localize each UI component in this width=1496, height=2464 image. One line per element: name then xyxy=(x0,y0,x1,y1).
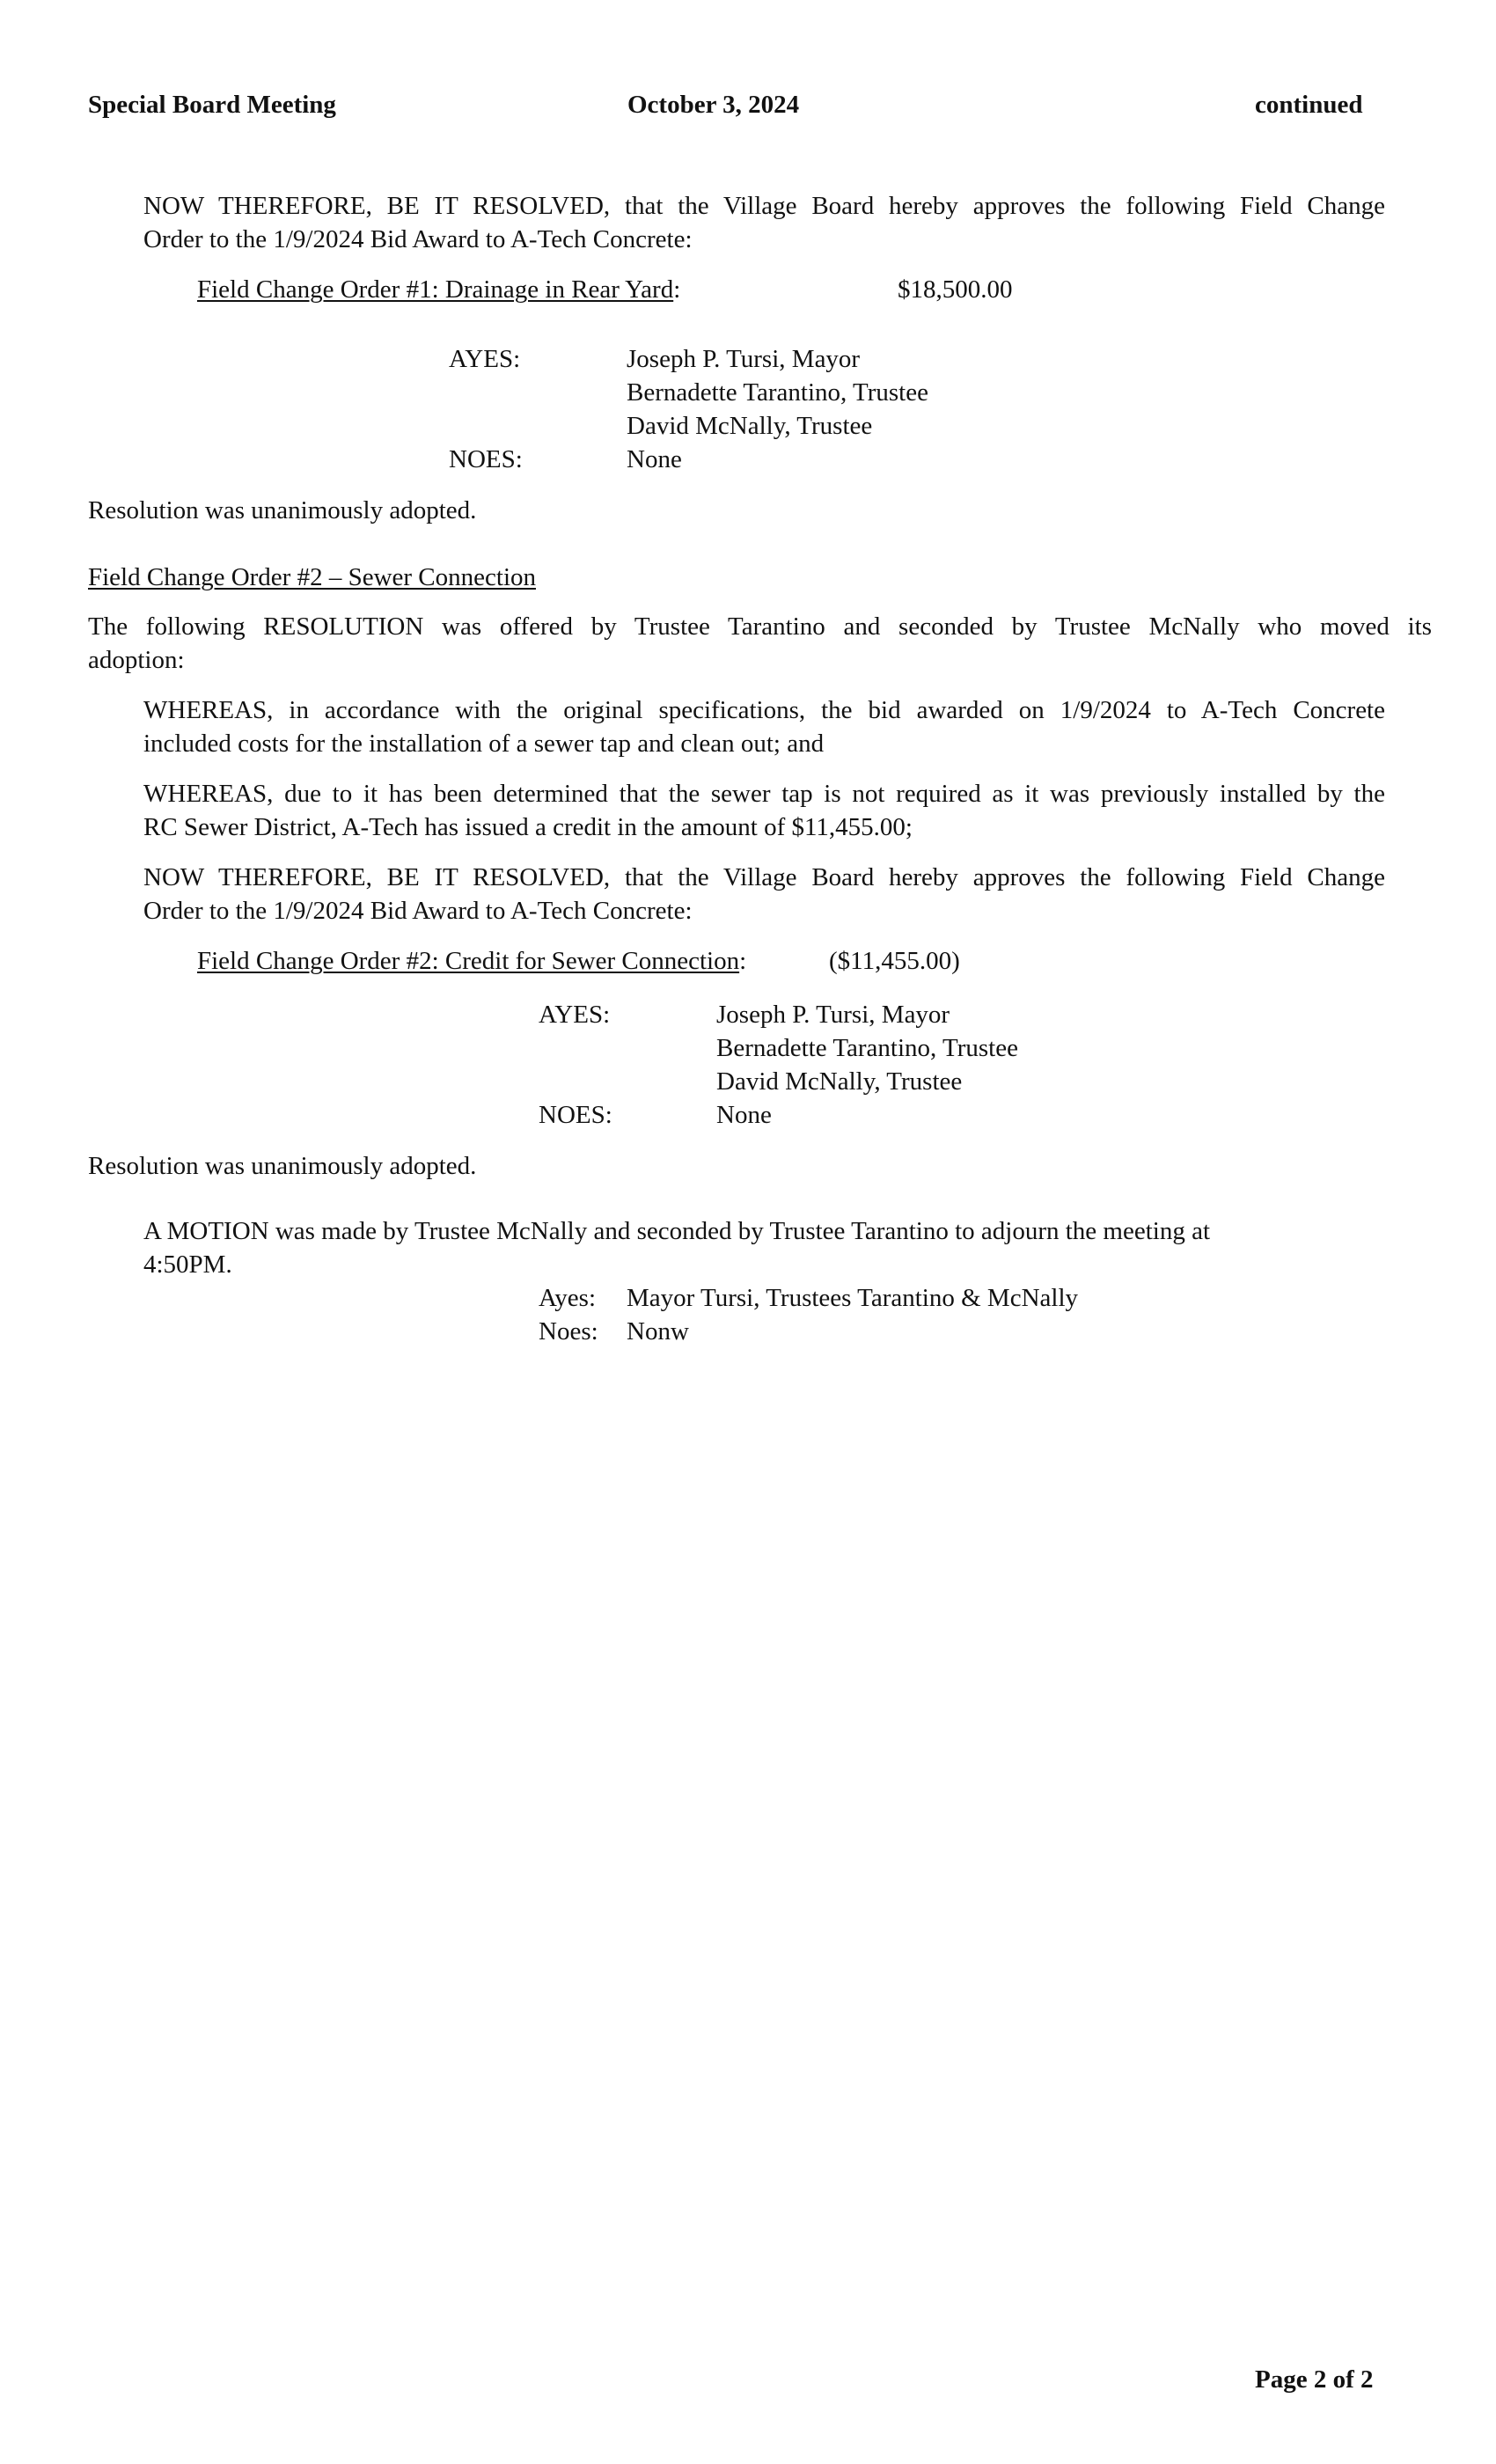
header-meeting-title: Special Board Meeting xyxy=(88,91,336,119)
noes-label: NOES: xyxy=(449,445,523,473)
ayes-label: AYES: xyxy=(449,345,521,373)
page-number: Page 2 of 2 xyxy=(1255,2365,1374,2394)
whereas-paragraph-2: WHEREAS, due to it has been determined that the sewer tap is not required as it was previously installed by the RC Sewer District, A-Tech has issued a credit in the amount of $11,455.00; xyxy=(143,780,1385,841)
field-change-order-2-amount: ($11,455.00) xyxy=(829,947,960,975)
resolution-adopted-note: Resolution was unanimously adopted. xyxy=(88,1152,477,1180)
motion-ayes-value: Mayor Tursi, Trustees Tarantino & McNally xyxy=(627,1284,1079,1312)
motion-noes-value: Nonw xyxy=(627,1317,689,1346)
whereas-paragraph-1: WHEREAS, in accordance with the original specifications, the bid awarded on 1/9/2024 to A-Tech Concrete included costs for the installation of a sewer tap and clean out; and xyxy=(143,696,1385,758)
aye-voter: David McNally, Trustee xyxy=(627,412,873,440)
field-change-order-1-amount: $18,500.00 xyxy=(898,275,1013,304)
aye-voter: Joseph P. Tursi, Mayor xyxy=(627,345,861,373)
header-meeting-date: October 3, 2024 xyxy=(627,91,800,119)
adjourn-motion-paragraph: A MOTION was made by Trustee McNally and seconded by Trustee Tarantino to adjourn the meeting at 4:50PM. xyxy=(143,1217,1211,1279)
field-change-order-1-label: Field Change Order #1: Drainage in Rear Yard: xyxy=(197,275,681,304)
noes-value: None xyxy=(627,445,682,473)
header-continued: continued xyxy=(1255,91,1363,119)
aye-voter: Bernadette Tarantino, Trustee xyxy=(716,1034,1018,1062)
noes-label: NOES: xyxy=(539,1101,612,1129)
aye-voter: David McNally, Trustee xyxy=(716,1067,963,1096)
resolved-paragraph-1: NOW THEREFORE, BE IT RESOLVED, that the Village Board hereby approves the following Field Change Order to the 1/9/2024 Bid Award to A-Tech Concrete: xyxy=(143,192,1385,253)
ayes-label: AYES: xyxy=(539,1001,611,1029)
field-change-order-2-label: Field Change Order #2: Credit for Sewer Connection: xyxy=(197,947,747,975)
resolution-adopted-note: Resolution was unanimously adopted. xyxy=(88,496,477,524)
motion-noes-label: Noes: xyxy=(539,1317,598,1346)
aye-voter: Joseph P. Tursi, Mayor xyxy=(716,1001,950,1029)
section-heading: Field Change Order #2 – Sewer Connection xyxy=(88,563,537,591)
aye-voter: Bernadette Tarantino, Trustee xyxy=(627,378,928,407)
resolved-paragraph-2: NOW THEREFORE, BE IT RESOLVED, that the Village Board hereby approves the following Field Change Order to the 1/9/2024 Bid Award to A-Tech Concrete: xyxy=(143,863,1385,925)
noes-value: None xyxy=(716,1101,772,1129)
motion-ayes-label: Ayes: xyxy=(539,1284,596,1312)
resolution-intro-paragraph: The following RESOLUTION was offered by Trustee Tarantino and seconded by Trustee McNally who moved its adoption: xyxy=(88,612,1432,674)
